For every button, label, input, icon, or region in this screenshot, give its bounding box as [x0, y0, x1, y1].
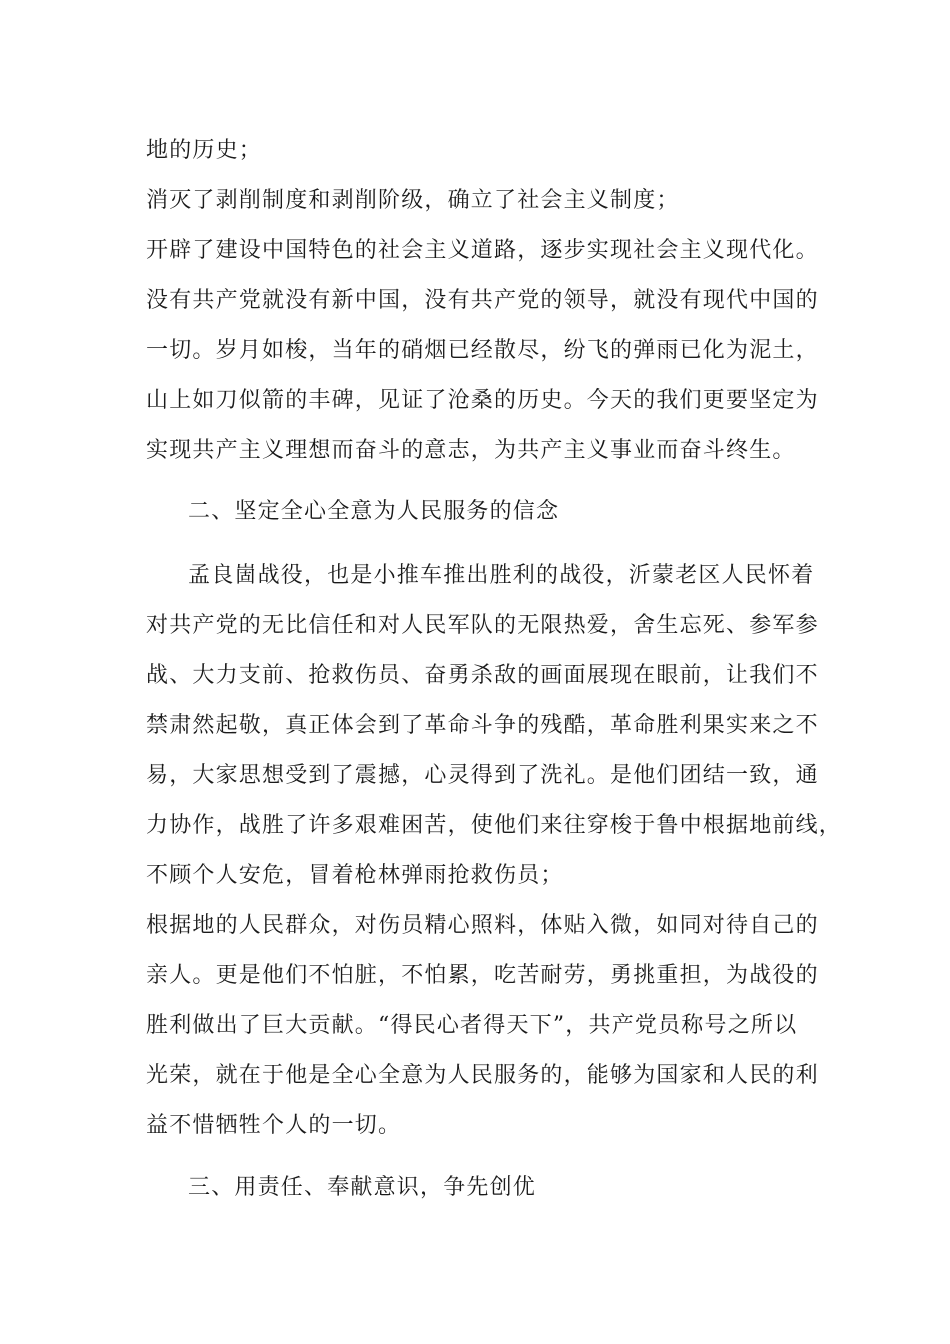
text-line: 没有共产党就没有新中国，没有共产党的领导，就没有现代中国的	[146, 288, 819, 313]
text-line: 一切。岁月如梭，当年的硝烟已经散尽，纷飞的弹雨已化为泥土，	[146, 338, 819, 363]
text-line: 力协作，战胜了许多艰难困苦，使他们来往穿梭于鲁中根据地前线，	[146, 813, 843, 838]
text-line: 禁肃然起敬，真正体会到了革命斗争的残酷，革命胜利果实来之不	[146, 713, 819, 738]
text-line: 亲人。更是他们不怕脏，不怕累，吃苦耐劳，勇挑重担，为战役的	[146, 963, 819, 988]
text-line: 消灭了剥削制度和剥削阶级，确立了社会主义制度；	[146, 188, 680, 213]
text-line: 开辟了建设中国特色的社会主义道路，逐步实现社会主义现代化。	[146, 238, 819, 263]
text-line: 地的历史；	[146, 138, 263, 163]
text-line: 孟良崮战役，也是小推车推出胜利的战役，沂蒙老区人民怀着	[188, 563, 815, 588]
text-line: 战、大力支前、抢救伤员、奋勇杀敌的画面展现在眼前，让我们不	[146, 663, 819, 688]
text-line: 根据地的人民群众，对伤员精心照料，体贴入微，如同对待自己的	[146, 913, 819, 938]
text-line: 对共产党的无比信任和对人民军队的无限热爱，舍生忘死、参军参	[146, 613, 819, 638]
text-line: 益不惜牺牲个人的一切。	[146, 1113, 402, 1138]
text-line: 山上如刀似箭的丰碑，见证了沧桑的历史。今天的我们更要坚定为	[146, 388, 819, 413]
section-heading: 三、用责任、奉献意识，争先创优	[188, 1175, 537, 1200]
section-heading: 二、坚定全心全意为人民服务的信念	[188, 499, 560, 524]
text-line: 胜利做出了巨大贡献。“得民心者得天下”，共产党员称号之所以	[146, 1013, 798, 1038]
text-line: 光荣，就在于他是全心全意为人民服务的，能够为国家和人民的利	[146, 1063, 819, 1088]
text-line: 易，大家思想受到了震撼，心灵得到了洗礼。是他们团结一致，通	[146, 763, 819, 788]
text-line: 实现共产主义理想而奋斗的意志，为共产主义事业而奋斗终生。	[146, 438, 796, 463]
text-line: 不顾个人安危，冒着枪林弹雨抢救伤员；	[146, 863, 564, 888]
